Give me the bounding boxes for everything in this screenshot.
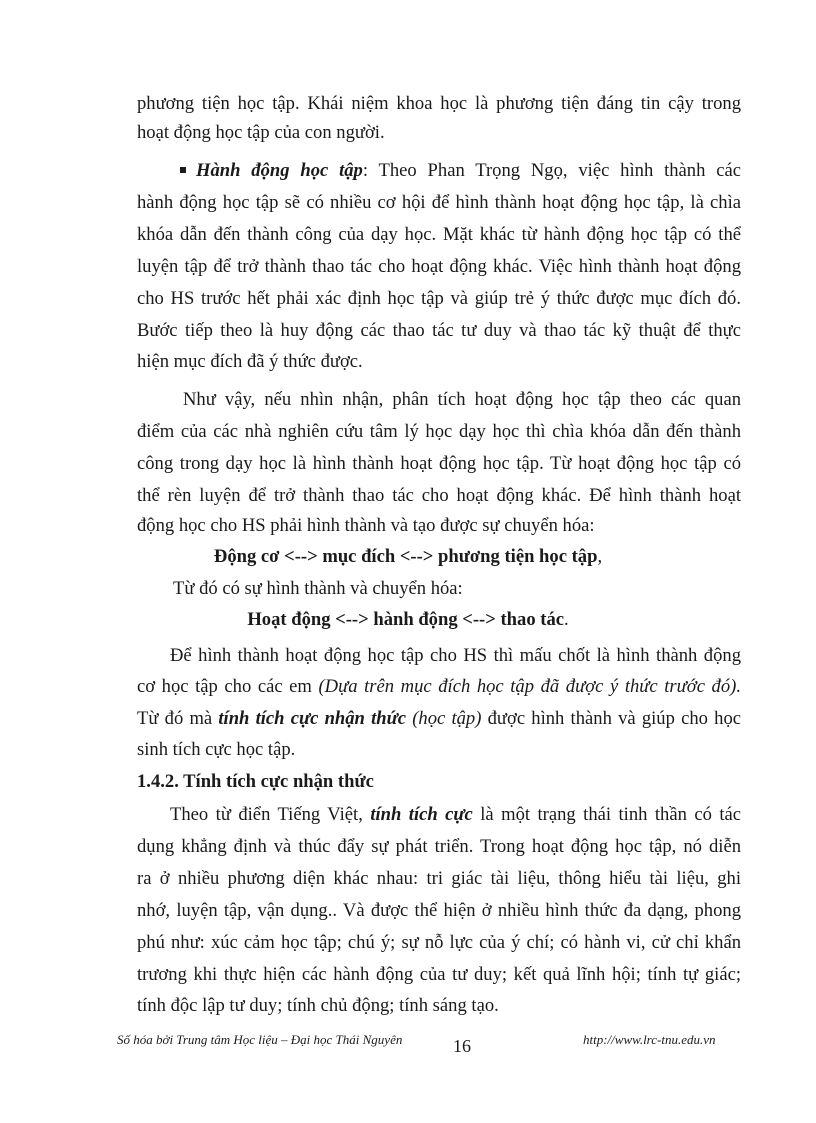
line-text: : Theo Phan Trọng Ngọ, việc hình thành các	[362, 160, 741, 181]
paragraph-line: hiện mục đích đã ý thức được.	[137, 351, 363, 372]
paragraph-line	[137, 675, 741, 699]
paragraph-line: Từ đó có sự hình thành và chuyển hóa:	[173, 578, 463, 599]
paragraph-line: nhớ, luyện tập, vận dụng.. Và được thể hiện ở nhiều hình thức đa dạng, phong	[137, 900, 741, 921]
paragraph-line: dụng khẳng định và thúc đẩy sự phát triển. Trong hoạt động học tập, nó diễn	[137, 836, 741, 857]
line-text: Theo từ điển Tiếng Việt,	[170, 804, 371, 825]
italic-note: (Dựa trên mục đích học tập đã được ý thức trước đó).	[318, 676, 741, 697]
paragraph-line: phú như: xúc cảm học tập; chú ý; sự nỗ lực của ý chí; có hành vi, cử chỉ khẩn	[137, 932, 741, 953]
paragraph-line: Bước tiếp theo là huy động các thao tác tư duy và thao tác kỹ thuật để thực	[137, 320, 741, 341]
footer-source: Số hóa bởi Trung tâm Học liệu – Đại học Thái Nguyên	[117, 1032, 403, 1047]
paragraph-line: Để hình thành hoạt động học tập cho HS thì mấu chốt là hình thành động	[170, 645, 741, 666]
square-bullet-icon	[180, 167, 186, 173]
paragraph-line: hoạt động học tập của con người.	[137, 122, 385, 143]
footer-url[interactable]: http://www.lrc-tnu.edu.vn	[583, 1032, 716, 1047]
line-text: được hình thành và giúp cho học	[481, 708, 741, 729]
paragraph-line: thể rèn luyện để trở thành thao tác cho hoạt động khác. Để hình thành hoạt	[137, 485, 741, 506]
paragraph-line: tính độc lập tư duy; tính chủ động; tính sáng tạo.	[137, 995, 499, 1016]
line-text: là một trạng thái tinh thần có tác	[472, 804, 742, 825]
paragraph-line: Như vậy, nếu nhìn nhận, phân tích hoạt động học tập theo các quan	[183, 389, 741, 410]
formula-text: Hoạt động <--> hành động <--> thao tác	[247, 609, 565, 630]
formula-punct: .	[564, 609, 569, 630]
paragraph-line: khóa dẫn đến thành công của dạy học. Mặt khác từ hành động học tập có thể	[137, 224, 741, 245]
term-tinh-tich-cuc-nhan-thuc: tính tích cực nhận thức	[218, 708, 407, 729]
paragraph-line: hành động học tập sẽ có nhiều cơ hội để hình thành hoạt động học tập, là chìa	[137, 192, 741, 213]
paragraph-line	[170, 803, 741, 827]
paragraph-line: phương tiện học tập. Khái niệm khoa học là phương tiện đáng tin cậy trong	[137, 93, 741, 114]
paragraph-line: sinh tích cực học tập.	[137, 739, 296, 760]
paragraph-line: luyện tập để trở thành thao tác cho hoạt động khác. Việc hình thành hoạt động	[137, 256, 741, 277]
formula-line	[0, 545, 816, 569]
paragraph-line: điểm của các nhà nghiên cứu tâm lý học dạy học thì chìa khóa dẫn đến thành	[137, 421, 741, 442]
line-text: cơ học tập cho các em	[137, 676, 319, 697]
term-hanh-dong-hoc-tap: Hành động học tập	[196, 160, 363, 181]
paragraph-line	[137, 707, 741, 731]
section-heading: 1.4.2. Tính tích cực nhận thức	[137, 771, 374, 792]
italic-note: (học tập)	[406, 708, 482, 729]
paragraph-line: cho HS trước hết phải xác định học tập và giúp trẻ ý thức được mục đích đó.	[137, 288, 741, 309]
bullet-paragraph-line	[180, 159, 741, 183]
formula-punct: ,	[597, 546, 603, 567]
paragraph-line: động học cho HS phải hình thành và tạo được sự chuyển hóa:	[137, 515, 595, 536]
line-text: Từ đó mà	[137, 708, 219, 729]
page-number: 16	[453, 1036, 471, 1056]
term-tinh-tich-cuc: tính tích cực	[370, 804, 473, 825]
paragraph-line: ra ở nhiều phương diện khác nhau: tri giác tài liệu, thông hiểu tài liệu, ghi	[137, 868, 741, 889]
formula-line	[0, 608, 816, 632]
formula-text: Động cơ <--> mục đích <--> phương tiện học tập	[213, 546, 598, 567]
paragraph-line: trương khi thực hiện các hành động của tư duy; kết quả lĩnh hội; tính tự giác;	[137, 964, 741, 985]
paragraph-line: công trong dạy học là hình thành hoạt động học tập. Từ hoạt động học tập có	[137, 453, 741, 474]
